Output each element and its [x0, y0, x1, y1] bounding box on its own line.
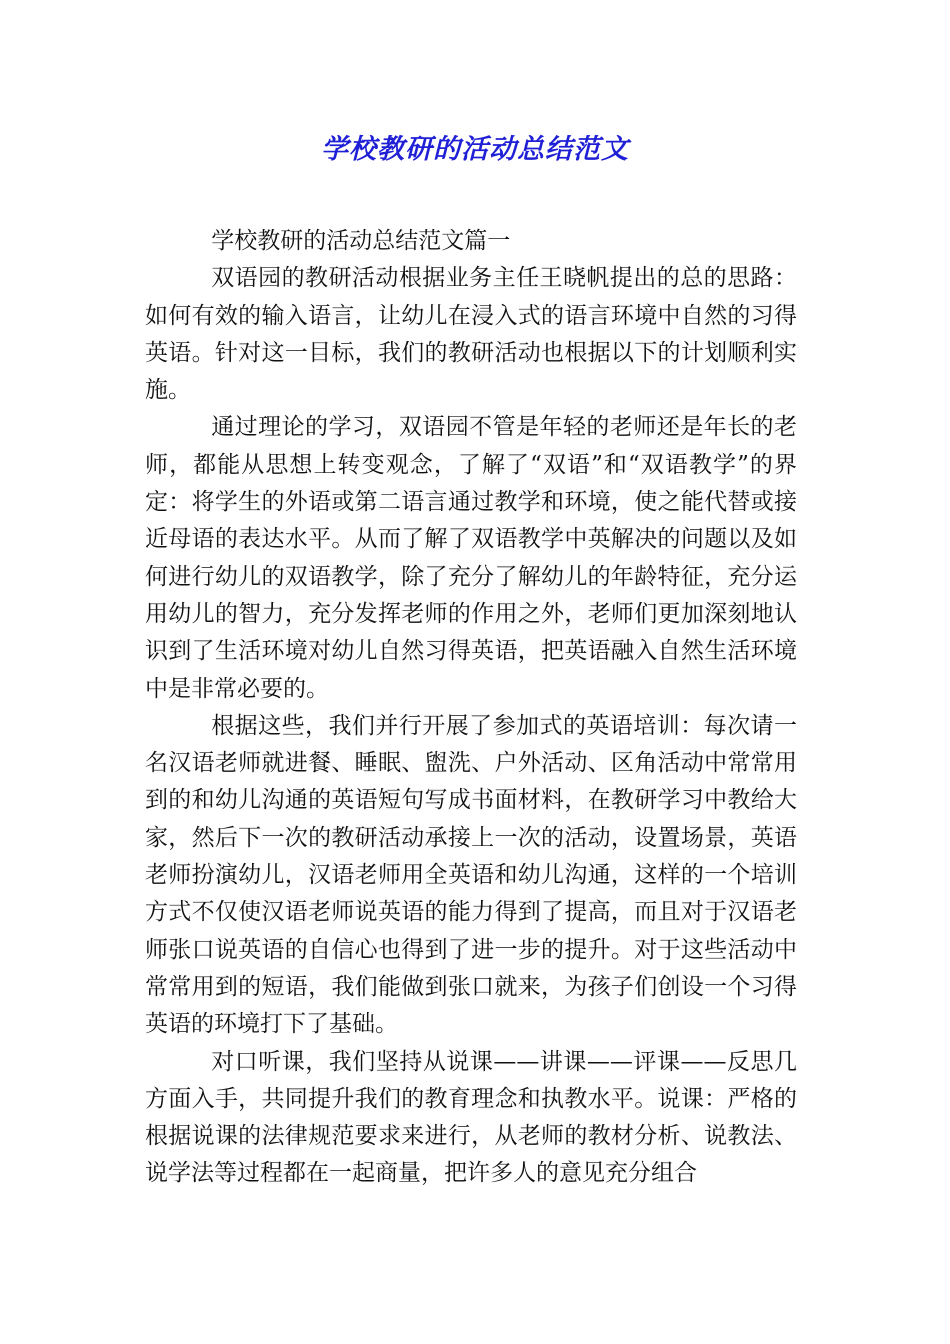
- paragraph-3: 根据这些，我们并行开展了参加式的英语培训：每次请一名汉语老师就进餐、睡眠、盥洗、户外活动、区角活动中常常用到的和幼儿沟通的英语短句写成书面材料，在教研学习中教给大家，然后下一次的教研活动承接上一次的活动，设置场景，英语老师扮演幼儿，汉语老师用全英语和幼儿沟通，这样的一个培训方式不仅使汉语老师说英语的能力得到了提高，而且对于汉语老师张口说英语的自信心也得到了进一步的提升。对于这些活动中常常用到的短语，我们能做到张口就来，为孩子们创设一个习得英语的环境打下了基础。: [145, 712, 797, 1038]
- document-body: [145, 223, 797, 1193]
- paragraph-1: 双语园的教研活动根据业务主任王晓帆提出的总的思路：如何有效的输入语言，让幼儿在浸入式的语言环境中自然的习得英语。针对这一目标，我们的教研活动也根据以下的计划顺利实施。: [145, 265, 797, 404]
- document-title: 学校教研的活动总结范文: [321, 134, 629, 165]
- paragraph-2: 通过理论的学习，双语园不管是年轻的老师还是年长的老师，都能从思想上转变观念，了解了“双语”和“双语教学”的界定：将学生的外语或第二语言通过教学和环境，使之能代替或接近母语的表达水平。从而了解了双语教学中英解决的问题以及如何进行幼儿的双语教学，除了充分了解幼儿的年龄特征，充分运用幼儿的智力，充分发挥老师的作用之外，老师们更加深刻地认识到了生活环境对幼儿自然习得英语，把英语融入自然生活环境中是非常必要的。: [145, 414, 797, 702]
- section-heading: 学校教研的活动总结范文篇一: [211, 228, 511, 254]
- paragraph-4: 对口听课，我们坚持从说课——讲课——评课——反思几方面入手，共同提升我们的教育理念和执教水平。说课：严格的根据说课的法律规范要求来进行，从老师的教材分析、说教法、说学法等过程都在一起商量，把许多人的意见充分组合: [145, 1048, 797, 1187]
